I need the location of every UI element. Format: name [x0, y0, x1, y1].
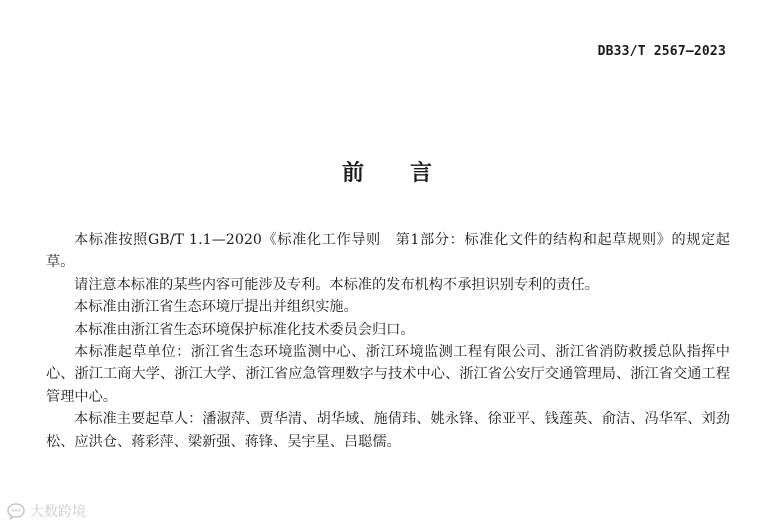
chat-bubble-icon — [6, 502, 26, 520]
paragraph-proposer: 本标准由浙江省生态环境厅提出并组织实施。 — [74, 299, 358, 316]
watermark-text: 大数跨境 — [30, 504, 86, 520]
watermark — [6, 500, 86, 522]
paragraph-main-drafters: 本标准主要起草人：潘淑萍、贾华清、胡华域、施倩玮、姚永锋、徐亚平、钱莲英、俞洁、冯华军、刘劲松、应洪仓、蒋彩萍、梁新强、蒋锋、吴宇星、吕聪儒。 — [46, 411, 730, 450]
paragraph-patent-notice: 请注意本标准的某些内容可能涉及专利。本标准的发布机构不承担识别专利的责任。 — [74, 276, 599, 293]
document-code: DB33/T 2567—2023 — [597, 44, 726, 59]
title-char-1: 前 — [341, 161, 366, 186]
paragraph-drafting-rules: 本标准按照GB/T 1.1—2020《标准化工作导则 第1部分：标准化文件的结构和起草规则》的规定起草。 — [46, 232, 730, 271]
foreword-body — [46, 229, 730, 453]
page-title — [0, 156, 776, 187]
title-char-2: 言 — [410, 161, 435, 186]
paragraph-centralized-by: 本标准由浙江省生态环境保护标准化技术委员会归口。 — [74, 321, 415, 338]
paragraph-drafting-units: 本标准起草单位：浙江省生态环境监测中心、浙江环境监测工程有限公司、浙江省消防救援总队指挥中心、浙江工商大学、浙江大学、浙江省应急管理数字与技术中心、浙江省公安厅交通管理局、浙江省交通工程管理中心。 — [46, 344, 730, 405]
